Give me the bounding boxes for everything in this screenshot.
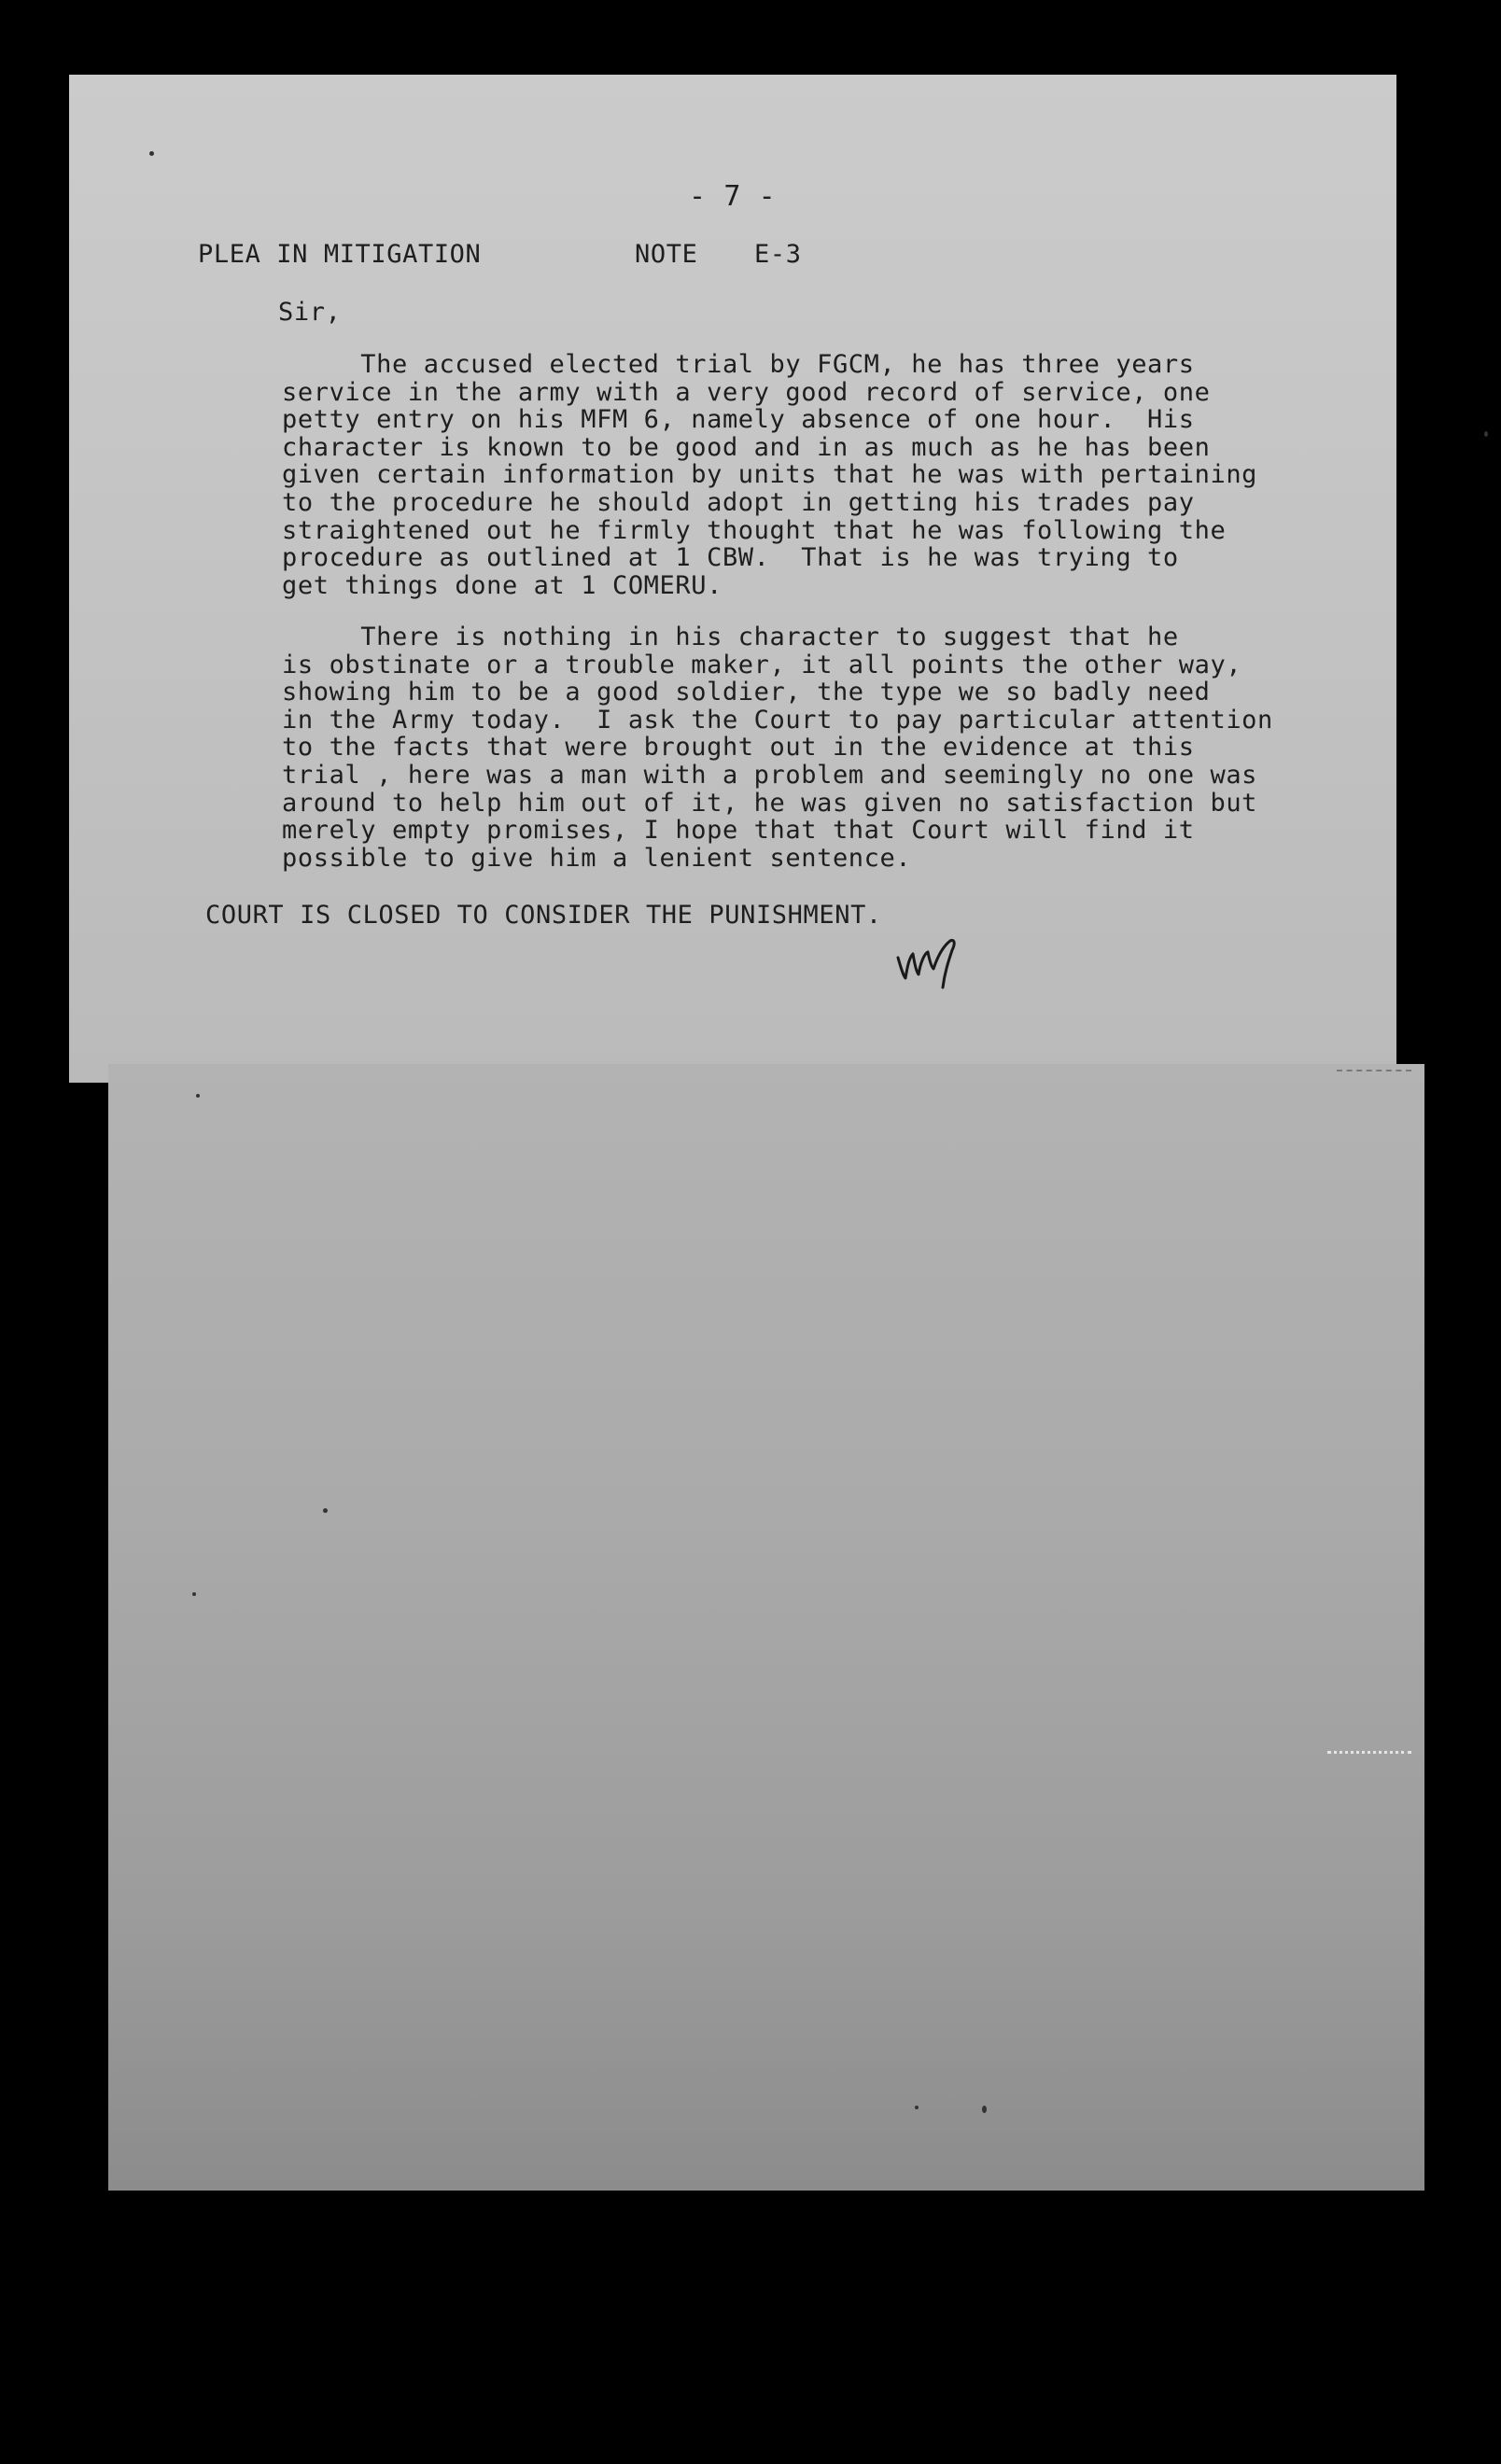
scan-artifact-dots (1327, 1751, 1411, 1757)
paragraph-line: The accused elected trial by FGCM, he has three years (282, 350, 1195, 379)
paragraph-line: procedure as outlined at 1 CBW. That is he was trying to (282, 543, 1179, 573)
handwritten-initials-signature (894, 930, 969, 995)
paragraph-line: given certain information by units that he was with pertaining (282, 460, 1258, 490)
paragraph-line: service in the army with a very good record of service, one (282, 377, 1211, 407)
closing-statement: COURT IS CLOSED TO CONSIDER THE PUNISHMENT. (205, 901, 882, 930)
paragraph-1 (282, 351, 1257, 599)
paper-sheet-lower (108, 1064, 1424, 2191)
paragraph-line: petty entry on his MFM 6, namely absence of one hour. His (282, 405, 1195, 435)
scan-speck (192, 1592, 196, 1596)
paragraph-line: around to help him out of it, he was given no satisfaction but (282, 788, 1258, 818)
paragraph-2 (282, 623, 1273, 872)
paragraph-line: possible to give him a lenient sentence. (282, 843, 912, 873)
paragraph-line: showing him to be a good soldier, the type we so badly need (282, 678, 1211, 707)
note-id: E-3 (754, 240, 802, 269)
scan-speck (149, 151, 154, 156)
paragraph-line: to the facts that were brought out in the evidence at this (282, 733, 1195, 763)
note-label: NOTE (635, 240, 698, 269)
page-number: - 7 - (689, 180, 777, 213)
paragraph-line: get things done at 1 COMERU. (282, 570, 722, 600)
paragraph-line: straightened out he firmly thought that he was following the (282, 515, 1227, 545)
paragraph-line: trial , here was a man with a problem and seemingly no one was (282, 760, 1258, 790)
salutation: Sir, (278, 298, 342, 327)
scan-artifact-line (1337, 1070, 1411, 1073)
paragraph-line: to the procedure he should adopt in getting his trades pay (282, 487, 1195, 517)
scan-speck (196, 1094, 200, 1098)
scan-speck (915, 2106, 919, 2109)
paragraph-line: merely empty promises, I hope that that Court will find it (282, 816, 1195, 846)
paragraph-line: is obstinate or a trouble maker, it all points the other way, (282, 650, 1242, 679)
scan-speck (982, 2106, 987, 2113)
paragraph-line: There is nothing in his character to suggest that he (282, 623, 1179, 651)
document-heading: PLEA IN MITIGATION (198, 240, 482, 269)
paragraph-line: character is known to be good and in as much as he has been (282, 432, 1211, 462)
paragraph-line: in the Army today. I ask the Court to pay particular attention (282, 705, 1273, 735)
scan-speck (323, 1508, 328, 1513)
scan-speck (1484, 431, 1488, 437)
